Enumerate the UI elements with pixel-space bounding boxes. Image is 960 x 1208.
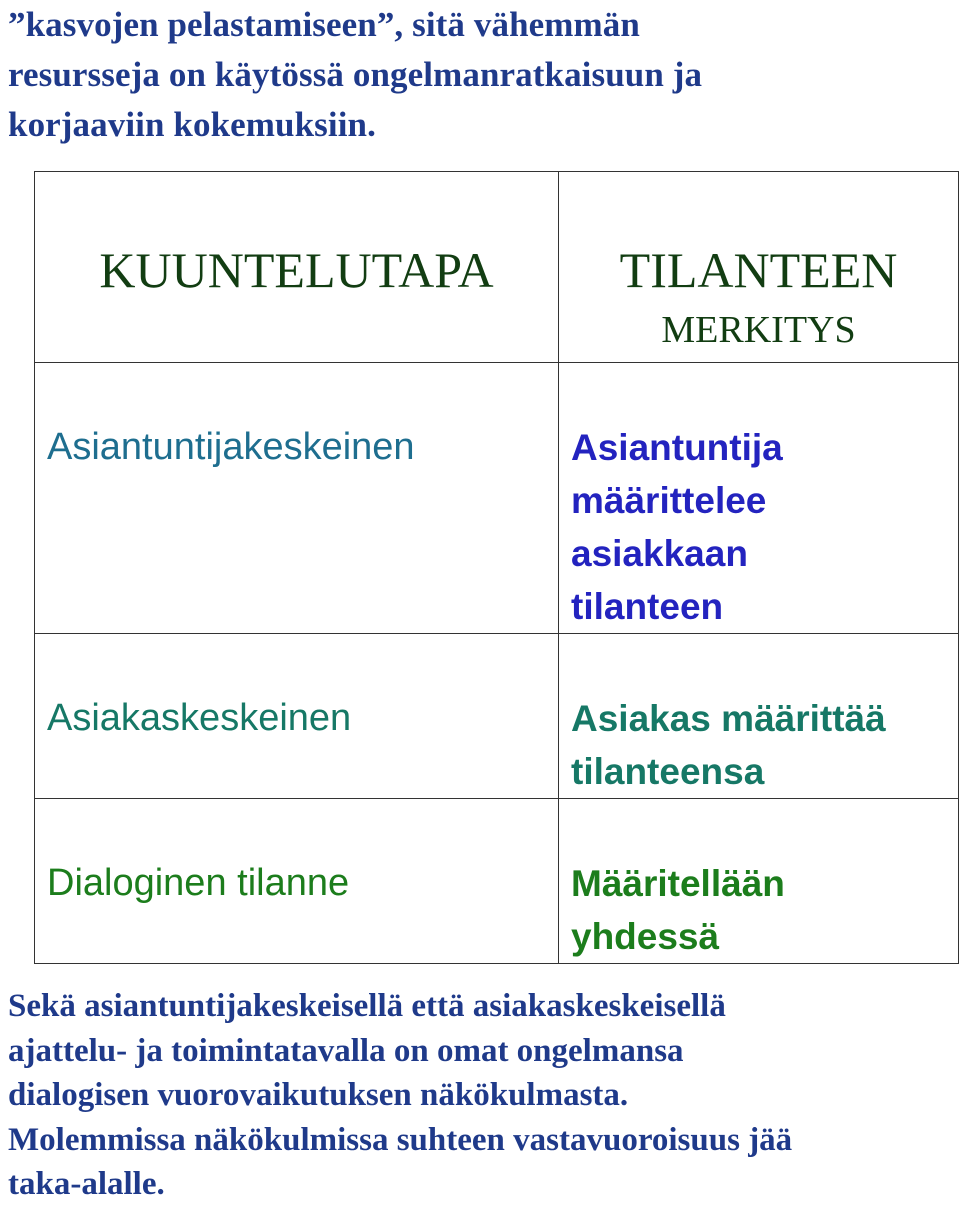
intro-line-1: ”kasvojen pelastamiseen”, sitä vähemmän: [8, 5, 640, 44]
table-row: [35, 799, 959, 964]
meaning-client-line-1: Asiakas määrittää: [571, 698, 886, 739]
listening-style-table: [34, 171, 959, 964]
header-approach-text: KUUNTELUTAPA: [99, 242, 494, 298]
conclusion-line-3: dialogisen vuorovaikutuksen näkökulmasta.: [8, 1077, 629, 1113]
cell-approach-expert: [35, 363, 559, 634]
cell-meaning-client: [559, 634, 959, 799]
header-meaning: [559, 172, 958, 360]
meaning-expert-line-4: tilanteen: [571, 586, 724, 627]
header-meaning-line-2: MERKITYS: [661, 309, 856, 351]
conclusion-line-2: ajattelu- ja toimintatavalla on omat ongelmansa: [8, 1032, 684, 1069]
meaning-expert: [559, 363, 958, 633]
conclusion-paragraph: [8, 984, 952, 1207]
meaning-dialogic-line-2: yhdessä: [571, 916, 720, 957]
approach-dialogic: Dialoginen tilanne: [47, 862, 350, 904]
meaning-dialogic-line-1: Määritellään: [571, 863, 785, 904]
header-cell-approach: [35, 172, 559, 363]
meaning-expert-line-1: Asiantuntija: [571, 427, 783, 468]
intro-line-3: korjaaviin kokemuksiin.: [8, 105, 376, 144]
meaning-expert-line-2: määrittelee: [571, 480, 767, 521]
conclusion-line-4: Molemmissa näkökulmissa suhteen vastavuoroisuus jää: [8, 1121, 793, 1158]
header-approach: [35, 172, 558, 302]
meaning-client: [559, 634, 958, 798]
approach-client: Asiakaskeskeinen: [47, 697, 352, 739]
intro-line-2: resursseja on käytössä ongelmanratkaisuun ja: [8, 55, 703, 94]
cell-approach-dialogic: [35, 799, 559, 964]
intro-paragraph: [8, 0, 952, 150]
header-cell-meaning: [559, 172, 959, 363]
table-header-row: [35, 172, 959, 363]
meaning-client-line-2: tilanteensa: [571, 751, 765, 792]
cell-approach-client: [35, 634, 559, 799]
conclusion-line-1: Sekä asiantuntijakeskeisellä että asiakaskeskeisellä: [8, 988, 726, 1024]
meaning-expert-line-3: asiakkaan: [571, 533, 748, 574]
meaning-dialogic: [559, 799, 958, 963]
cell-meaning-dialogic: [559, 799, 959, 964]
table-row: [35, 634, 959, 799]
table-row: [35, 363, 959, 634]
cell-meaning-expert: [559, 363, 959, 634]
approach-expert: Asiantuntijakeskeinen: [47, 426, 415, 468]
conclusion-line-5: taka-alalle.: [8, 1166, 165, 1202]
header-meaning-line-1: TILANTEEN: [619, 242, 898, 298]
